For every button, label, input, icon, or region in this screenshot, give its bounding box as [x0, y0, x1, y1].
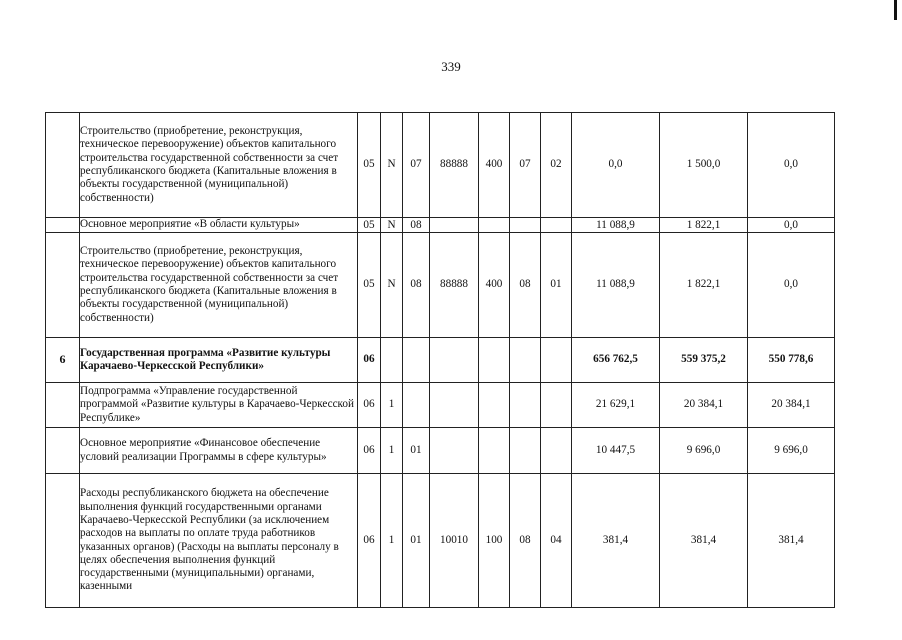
amount-year-1: 0,0	[572, 113, 660, 218]
code-section	[510, 338, 541, 383]
code-section	[510, 218, 541, 233]
code-subsection	[541, 338, 572, 383]
amount-year-2: 20 384,1	[660, 383, 748, 428]
row-name: Основное мероприятие «Финансовое обеспечение условий реализации Программы в сфере культуры»	[80, 428, 358, 474]
code-expense-type	[479, 218, 510, 233]
row-name: Строительство (приобретение, реконструкция, техническое перевооружение) объектов капитального строительства государственной собственности за счет республиканского бюджета (Капитальные вложения в объекты государственной (муниципальной) собственности)	[80, 113, 358, 218]
code-event: 08	[403, 218, 430, 233]
code-subsection	[541, 218, 572, 233]
row-number	[46, 113, 80, 218]
amount-year-1: 656 762,5	[572, 338, 660, 383]
code-direction: 88888	[430, 113, 479, 218]
table-row	[46, 474, 835, 608]
code-event: 01	[403, 428, 430, 474]
code-expense-type	[479, 338, 510, 383]
amount-year-3: 0,0	[748, 218, 835, 233]
code-event: 08	[403, 233, 430, 338]
code-subprogram: N	[381, 233, 403, 338]
row-name: Подпрограмма «Управление государственной программой «Развитие культуры в Карачаево-Черкесской Республике»	[80, 383, 358, 428]
code-event: 01	[403, 474, 430, 608]
amount-year-1: 21 629,1	[572, 383, 660, 428]
amount-year-3: 9 696,0	[748, 428, 835, 474]
amount-year-3: 20 384,1	[748, 383, 835, 428]
amount-year-1: 381,4	[572, 474, 660, 608]
code-expense-type: 100	[479, 474, 510, 608]
code-subsection: 01	[541, 233, 572, 338]
code-subprogram: N	[381, 113, 403, 218]
code-event	[403, 383, 430, 428]
code-event: 07	[403, 113, 430, 218]
code-section: 08	[510, 233, 541, 338]
amount-year-3: 0,0	[748, 233, 835, 338]
amount-year-3: 0,0	[748, 113, 835, 218]
code-subsection: 02	[541, 113, 572, 218]
amount-year-1: 11 088,9	[572, 233, 660, 338]
row-number	[46, 383, 80, 428]
code-program: 06	[358, 338, 381, 383]
table-row	[46, 113, 835, 218]
row-number	[46, 428, 80, 474]
amount-year-1: 10 447,5	[572, 428, 660, 474]
code-section	[510, 383, 541, 428]
amount-year-1: 11 088,9	[572, 218, 660, 233]
code-direction: 88888	[430, 233, 479, 338]
code-section: 08	[510, 474, 541, 608]
amount-year-3: 381,4	[748, 474, 835, 608]
code-program: 06	[358, 383, 381, 428]
code-expense-type: 400	[479, 233, 510, 338]
row-number	[46, 233, 80, 338]
amount-year-2: 1 822,1	[660, 218, 748, 233]
code-subprogram: N	[381, 218, 403, 233]
amount-year-3: 550 778,6	[748, 338, 835, 383]
code-section	[510, 428, 541, 474]
row-name: Расходы республиканского бюджета на обеспечение выполнения функций государственными органами Карачаево-Черкесской Республики (за исключением расходов на выплаты по оплате труда работников указанных органов) (Расходы на выплаты персоналу в целях обеспечения выполнения функций государственными (муниципальными) органами, казенными	[80, 474, 358, 608]
code-direction	[430, 428, 479, 474]
code-event	[403, 338, 430, 383]
code-program: 05	[358, 113, 381, 218]
code-subprogram: 1	[381, 428, 403, 474]
table-row	[46, 218, 835, 233]
budget-table	[45, 112, 835, 608]
code-subprogram	[381, 338, 403, 383]
amount-year-2: 381,4	[660, 474, 748, 608]
amount-year-2: 1 500,0	[660, 113, 748, 218]
amount-year-2: 9 696,0	[660, 428, 748, 474]
code-expense-type	[479, 428, 510, 474]
row-name: Основное мероприятие «В области культуры»	[80, 218, 358, 233]
table-row	[46, 233, 835, 338]
row-number: 6	[46, 338, 80, 383]
code-direction	[430, 218, 479, 233]
code-subsection	[541, 383, 572, 428]
row-number	[46, 474, 80, 608]
code-subprogram: 1	[381, 474, 403, 608]
table-row	[46, 383, 835, 428]
code-program: 06	[358, 474, 381, 608]
page-number: 339	[441, 59, 461, 74]
table-row	[46, 338, 835, 383]
code-expense-type: 400	[479, 113, 510, 218]
amount-year-2: 1 822,1	[660, 233, 748, 338]
row-name: Государственная программа «Развитие культуры Карачаево-Черкесской Республики»	[80, 338, 358, 383]
row-name: Строительство (приобретение, реконструкция, техническое перевооружение) объектов капитального строительства государственной собственности за счет республиканского бюджета (Капитальные вложения в объекты государственной (муниципальной) собственности)	[80, 233, 358, 338]
page-edge-mark	[894, 0, 897, 20]
amount-year-2: 559 375,2	[660, 338, 748, 383]
row-number	[46, 218, 80, 233]
table-row	[46, 428, 835, 474]
code-direction	[430, 338, 479, 383]
code-direction	[430, 383, 479, 428]
code-program: 05	[358, 218, 381, 233]
code-expense-type	[479, 383, 510, 428]
code-program: 05	[358, 233, 381, 338]
code-direction: 10010	[430, 474, 479, 608]
code-subsection	[541, 428, 572, 474]
code-subprogram: 1	[381, 383, 403, 428]
code-subsection: 04	[541, 474, 572, 608]
code-section: 07	[510, 113, 541, 218]
code-program: 06	[358, 428, 381, 474]
